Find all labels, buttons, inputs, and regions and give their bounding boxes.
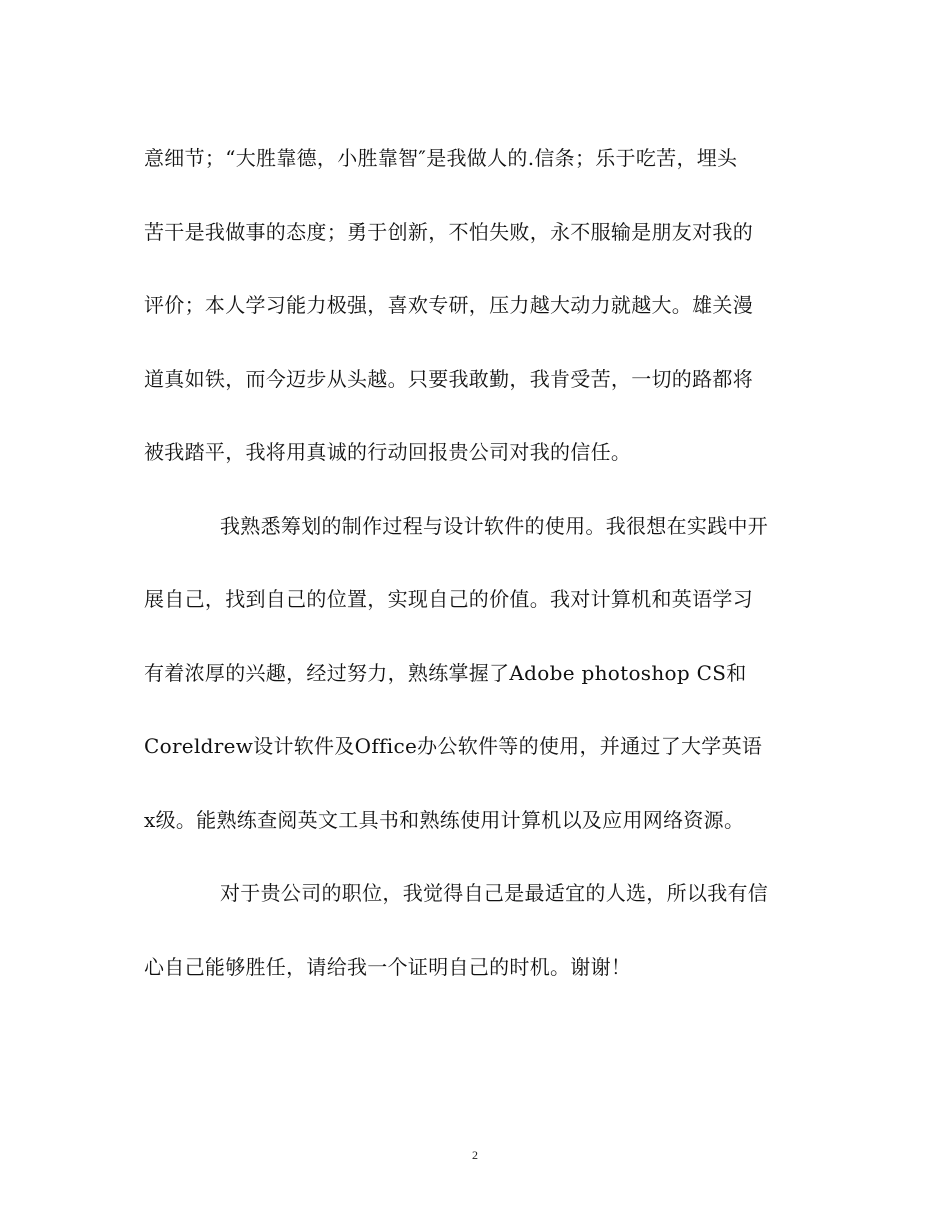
text-line-10: x级。能熟练查阅英文工具书和熟练使用计算机以及应用网络资源。 bbox=[144, 807, 745, 832]
text-line-2: 苦干是我做事的态度；勇于创新，不怕失败，永不服输是朋友对我的 bbox=[144, 219, 753, 244]
text-line-8: 有着浓厚的兴趣，经过努力，熟练掌握了Adobe photoshop CS和 bbox=[144, 660, 747, 685]
text-line-9: Coreldrew设计软件及Office办公软件等的使用，并通过了大学英语 bbox=[144, 734, 763, 758]
text-line-4: 道真如铁，而今迈步从头越。只要我敢勤，我肯受苦，一切的路都将 bbox=[144, 366, 753, 391]
paragraph-3-line-1: 对于贵公司的职位，我觉得自己是最适宜的人选，所以我有信 bbox=[220, 881, 769, 905]
document-body bbox=[144, 138, 824, 1020]
page-number: 2 bbox=[472, 1148, 478, 1162]
text-line-1: 意细节；“大胜靠德，小胜靠智″是我做人的.信条；乐于吃苦，埋头 bbox=[144, 146, 738, 170]
text-line-7: 展自己，找到自己的位置，实现自己的价值。我对计算机和英语学习 bbox=[144, 587, 753, 611]
text-line-12: 心自己能够胜任，请给我一个证明自己的时机。谢谢！ bbox=[144, 954, 632, 979]
text-line-5: 被我踏平，我将用真诚的行动回报贵公司对我的信任。 bbox=[144, 440, 632, 464]
paragraph-2-line-1: 我熟悉筹划的制作过程与设计软件的使用。我很想在实践中开 bbox=[220, 513, 769, 538]
text-line-3: 评价；本人学习能力极强，喜欢专研，压力越大动力就越大。雄关漫 bbox=[144, 293, 753, 317]
